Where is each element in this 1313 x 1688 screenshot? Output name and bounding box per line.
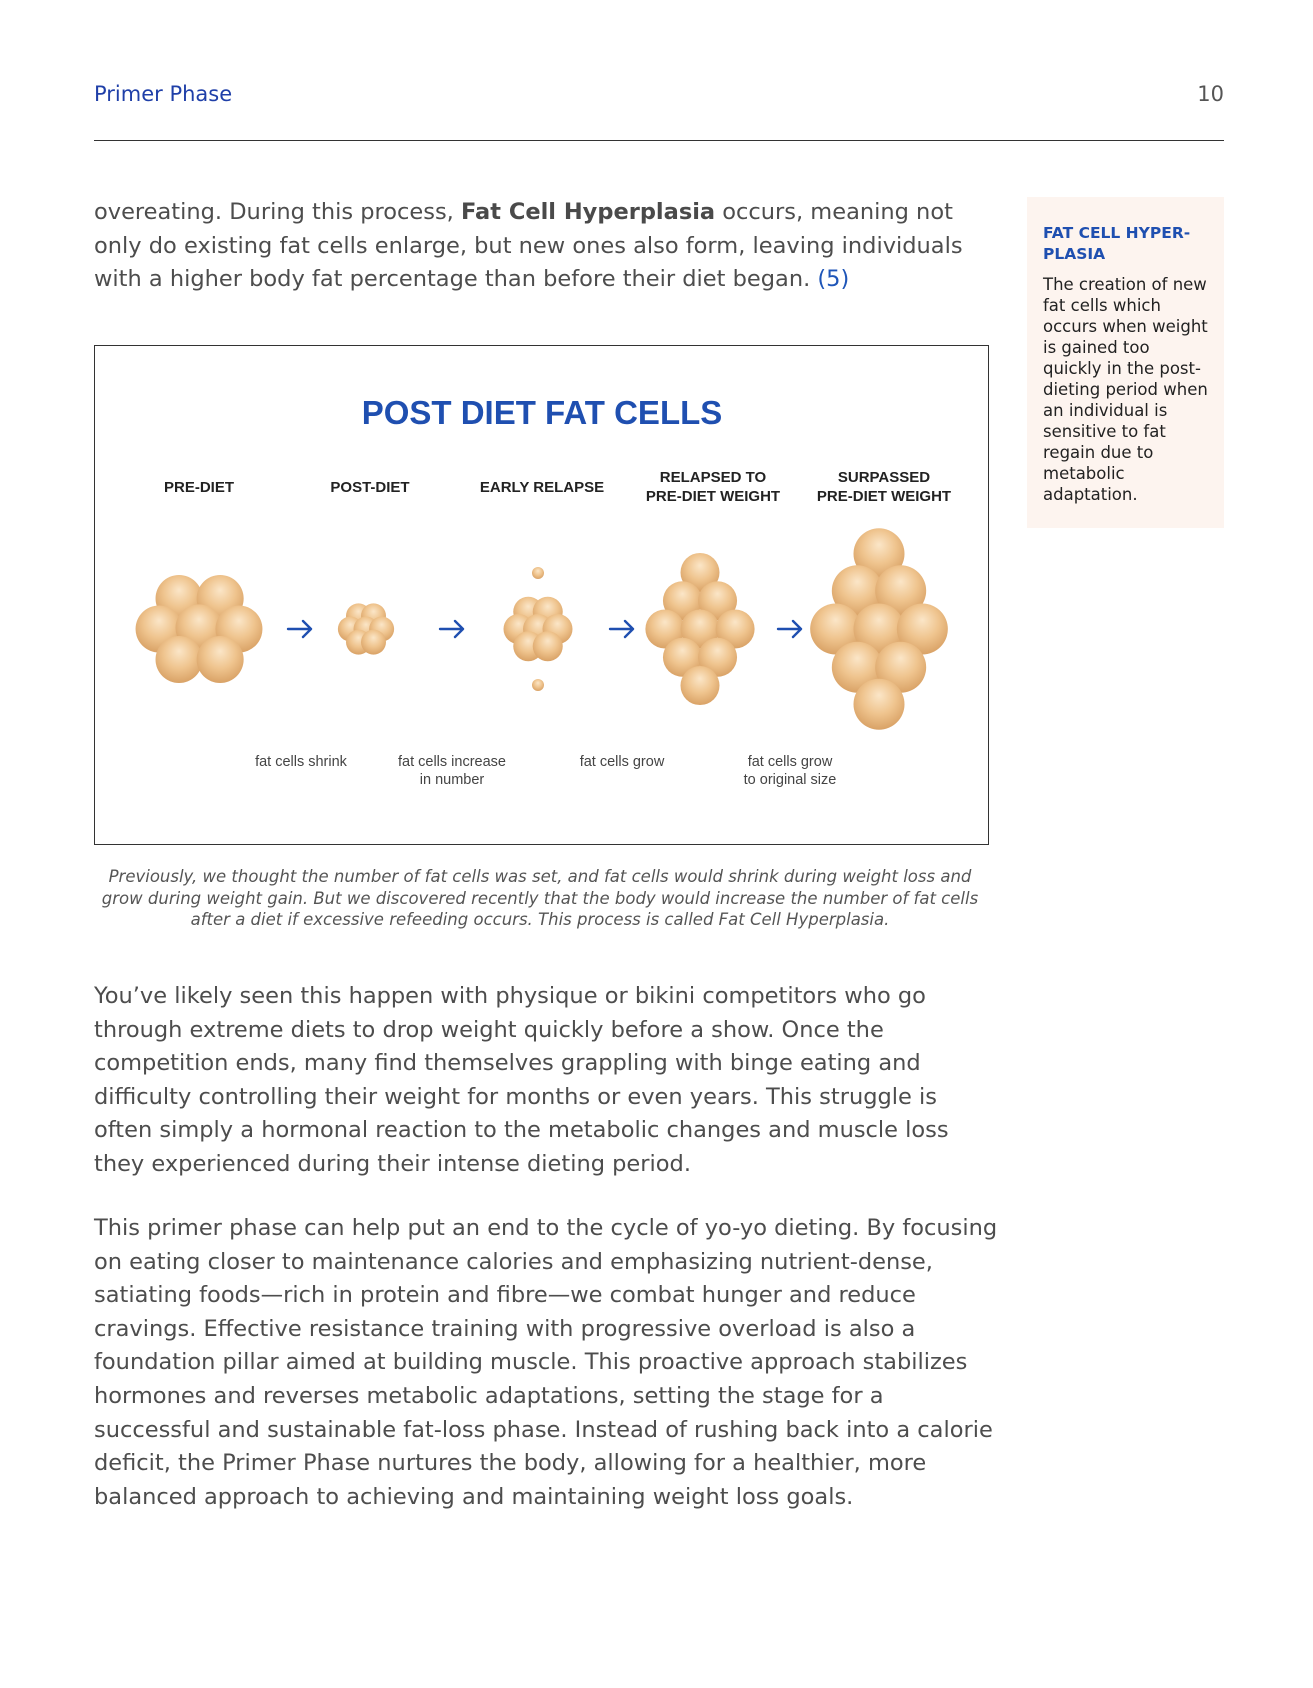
- early-relapse-cell: [533, 631, 563, 661]
- arrow-right-icon: [610, 621, 633, 637]
- stage-label-relapsed-line2: PRE-DIET WEIGHT: [645, 488, 781, 505]
- relapsed-cell: [681, 666, 720, 705]
- header-divider: [94, 140, 1224, 141]
- fat-cell-hyperplasia-term: Fat Cell Hyperplasia: [461, 199, 716, 225]
- figure-caption: Previously, we thought the number of fat cells was set, and fat cells would shrink during weight loss and grow during weight gain. But we discovered recently that the body would increase the number of fat cells after a diet if excessive refeeding occurs. This process is called Fat Cell Hyperplasia.: [101, 867, 979, 929]
- stage-label-pre-diet: PRE-DIET: [163, 479, 235, 496]
- transition-label-increase-line1: fat cells increase: [398, 754, 506, 770]
- early-relapse-new-cell: [532, 567, 544, 579]
- page-number: 10: [1197, 82, 1224, 106]
- stage-label-post-diet: POST-DIET: [330, 479, 410, 496]
- transition-label-grow: fat cells grow: [579, 754, 665, 770]
- stage-label-relapsed-line1: RELAPSED TO: [659, 469, 767, 486]
- transition-label-grow-original-line2: to original size: [743, 772, 837, 788]
- figure-title: POST DIET FAT CELLS: [361, 394, 723, 431]
- intro-text-before: overeating. During this process,: [94, 199, 461, 225]
- sidebar-definition: The creation of new fat cells which occurs when weight is gained too quickly in the post-dieting period when an individual is sensitive to fat regain due to metabolic adaptation.: [1043, 275, 1208, 504]
- pre-diet-cell: [156, 636, 203, 683]
- fat-cell-clusters: [136, 528, 948, 729]
- early-relapse-new-cell: [532, 679, 544, 691]
- paragraph-competitors: You’ve likely seen this happen with physique or bikini competitors who go through extreme diets to drop weight quickly before a show. Once the competition ends, many find themselves grappling with binge eating and difficulty controlling their weight for months or even years. This struggle is often simply a hormonal reaction to the metabolic changes and muscle loss they experienced during their intense dieting period.: [94, 983, 949, 1177]
- transition-label-shrink: fat cells shrink: [255, 754, 347, 770]
- pre-diet-cell: [197, 636, 244, 683]
- definition-sidebar: [1027, 197, 1224, 528]
- fat-cells-diagram: [95, 346, 990, 846]
- intro-paragraph: [94, 196, 999, 297]
- intro-text-after: occurs, meaning not only do existing fat cells enlarge, but new ones also form, leaving individuals with a higher body fat percentage than before their diet began.: [94, 199, 963, 293]
- body-paragraph-1: [94, 980, 999, 1182]
- surpassed-cell: [854, 679, 905, 730]
- arrow-right-icon: [778, 621, 801, 637]
- paragraph-primer-phase: This primer phase can help put an end to the cycle of yo-yo dieting. By focusing on eating closer to maintenance calories and emphasizing nutrient-dense, satiating foods—rich in protein and fibre—we combat hunger and reduce cravings. Effective resistance training with progressive overload is also a foundation pillar aimed at building muscle. This proactive approach stabilizes hormones and reverses metabolic adaptations, setting the stage for a successful and sustainable fat-loss phase. Instead of rushing back into a calorie deficit, the Primer Phase nurtures the body, allowing for a healthier, more balanced approach to achieving and maintaining weight loss goals.: [94, 1215, 998, 1510]
- sidebar-title: FAT CELL HYPER-PLASIA: [1043, 224, 1191, 263]
- reference-link[interactable]: (5): [817, 266, 850, 293]
- stage-label-early-relapse: EARLY RELAPSE: [479, 479, 605, 496]
- transition-label-grow-original-line1: fat cells grow: [747, 754, 833, 770]
- transition-label-increase-line2: in number: [419, 772, 485, 788]
- running-header-title: Primer Phase: [94, 82, 233, 106]
- post-diet-cell: [361, 630, 386, 655]
- arrow-right-icon: [440, 621, 463, 637]
- stage-label-surpassed-line1: SURPASSED: [837, 469, 931, 486]
- body-paragraph-2: [94, 1212, 999, 1514]
- stage-label-surpassed-line2: PRE-DIET WEIGHT: [816, 488, 952, 505]
- arrow-right-icon: [288, 621, 311, 637]
- fat-cells-figure: [94, 345, 989, 845]
